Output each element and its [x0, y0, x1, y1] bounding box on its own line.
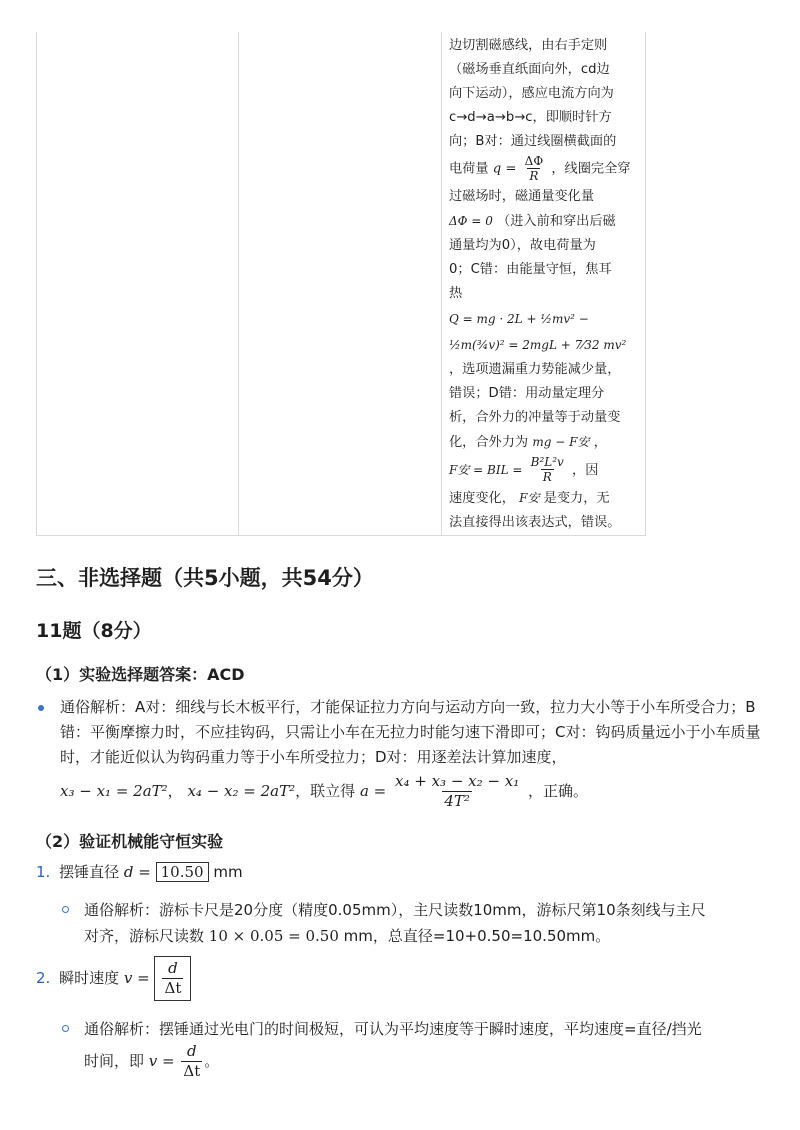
- table-cell-explanation: [449, 34, 637, 535]
- item2-numerator: d: [168, 959, 178, 977]
- charge-denominator: R: [529, 169, 539, 183]
- flux-zero-math: ΔΦ = 0: [449, 213, 493, 228]
- section-title: 三、非选择题（共5小题，共54分）: [36, 566, 374, 590]
- cell-line: 热: [449, 285, 463, 301]
- part1-explanation-text: 通俗解析：A对：细线与长木板平行，才能保证拉力方向与运动方向一致，拉力大小等于小车所受合力；B错：平衡摩擦力时，不应挂钩码，只需让小车在无拉力时能匀速下滑即可；C对：钩码质量远小于小车质量时，才能近似认为钩码重力等于小车所受拉力；D对：用逐差法计算加速度，: [60, 698, 761, 766]
- charge-suffix: ，线圈完全穿: [551, 161, 631, 177]
- charge-fraction: [523, 154, 546, 183]
- ampere-force-line: [449, 455, 637, 486]
- cell-line: 通量均为0），故电荷量为: [449, 237, 596, 253]
- item2-explanation: [62, 1016, 762, 1081]
- ampere-force-fraction: [529, 455, 566, 484]
- cell-line: 向下运动），感应电流方向为: [449, 86, 614, 101]
- variable-force-math: F安: [519, 490, 540, 505]
- part1-explanation-item: [36, 695, 771, 811]
- item1-unit: mm: [213, 863, 243, 881]
- item2-denominator: Δt: [164, 979, 182, 997]
- item2-explanation-fraction: [181, 1042, 202, 1081]
- net-force-math: mg − F安: [532, 434, 590, 449]
- charge-numerator: ΔΦ: [524, 154, 544, 168]
- item2-explanation-prefix: 时间，即: [84, 1052, 145, 1070]
- cell-line: 边切割磁感线，由右手定则: [449, 38, 608, 53]
- part1-end: ，正确。: [528, 782, 589, 800]
- item1-explanation: [62, 897, 762, 949]
- charge-lhs: q =: [492, 161, 517, 177]
- cell-line: （磁场垂直纸面向外，cd边: [449, 62, 610, 77]
- cell-line: 析，合外力的冲量等于动量变: [449, 409, 621, 425]
- part1-accel-numerator: x₄ + x₃ − x₂ − x₁: [395, 772, 520, 790]
- item2-explanation-math: v =: [148, 1052, 175, 1070]
- cell-line: 0；C错：由能量守恒，焦耳: [449, 261, 612, 277]
- item1-explanation-line2: [84, 923, 762, 949]
- item2-explanation-line2: [84, 1042, 762, 1081]
- item2-variable: v =: [123, 969, 150, 987]
- sub-bullet-circle-icon: [62, 1025, 69, 1032]
- joule-formula-line1: Q = mg · 2L + ½mv² −: [449, 311, 589, 326]
- ampere-force-numerator: B²L²v: [530, 455, 564, 469]
- item2-velocity: [36, 956, 191, 1001]
- item2-label: 瞬时速度: [59, 969, 120, 987]
- item1-index: 1.: [36, 863, 51, 881]
- part1-title: （1）实验选择题答案：ACD: [36, 665, 245, 684]
- part1-accel-fraction: [393, 772, 521, 811]
- cell-line: 错误；D错：用动量定理分: [449, 385, 605, 401]
- item2-explanation-denominator: Δt: [183, 1062, 201, 1080]
- item1-explanation-math: 10 × 0.05 = 0.50: [208, 927, 339, 945]
- part1-separator: ，: [167, 782, 183, 800]
- joule-formula-line2: ½m(¾v)² = 2mgL + 7⁄32 mv²: [449, 337, 627, 352]
- item1-explanation-prefix: 对齐，游标尺读数: [84, 927, 205, 945]
- item1-boxed-answer: 10.50: [156, 862, 209, 882]
- ampere-force-denominator: R: [542, 470, 552, 484]
- part1-eq2: x₄ − x₂ = 2aT²: [187, 782, 296, 800]
- item2-boxed-answer: [154, 956, 191, 1001]
- table-column-divider: [441, 32, 442, 535]
- item1-diameter: [36, 861, 243, 882]
- variable-force-prefix: 速度变化，: [449, 490, 515, 506]
- item1-variable: d =: [123, 863, 151, 881]
- question-title: 11题（8分）: [36, 620, 152, 642]
- item2-index: 2.: [36, 969, 51, 987]
- ampere-force-lhs: F安 = BIL =: [449, 462, 523, 477]
- cell-line: 过磁场时，磁通量变化量: [449, 188, 595, 204]
- sub-bullet-circle-icon: [62, 906, 69, 913]
- net-force-prefix: 化，合外力为: [449, 434, 529, 450]
- item1-explanation-suffix: mm，总直径=10+0.50=10.50mm。: [343, 927, 611, 945]
- charge-line: [449, 154, 637, 185]
- part1-eq1: x₃ − x₁ = 2aT²: [60, 782, 168, 800]
- cell-line: c→d→a→b→c，即顺时针方: [449, 110, 612, 125]
- table-column-divider: [238, 32, 239, 535]
- net-force-suffix: ，: [593, 434, 607, 450]
- flux-line: [449, 209, 637, 234]
- item2-explanation-line1: 通俗解析：摆锤通过光电门的时间极短，可认为平均速度等于瞬时速度，平均速度=直径/挡光: [84, 1020, 702, 1038]
- part1-accel-denominator: 4T²: [444, 792, 470, 810]
- cell-line: 向；B对：通过线圈横截面的: [449, 134, 617, 149]
- cell-line: ，选项遗漏重力势能减少量，: [449, 361, 621, 377]
- part1-equation-line: [60, 772, 771, 811]
- part2-title: （2）验证机械能守恒实验: [36, 832, 224, 851]
- ampere-force-suffix: ，因: [572, 462, 599, 478]
- cell-line: 法直接得出该表达式，错误。: [449, 514, 621, 530]
- item1-label: 摆锤直径: [59, 863, 120, 881]
- item2-explanation-end: 。: [204, 1052, 220, 1070]
- item2-explanation-numerator: d: [187, 1042, 197, 1060]
- net-force-line: [449, 430, 637, 455]
- variable-force-line: [449, 486, 637, 511]
- part1-a-lhs: a =: [359, 782, 387, 800]
- charge-prefix: 电荷量: [449, 161, 489, 177]
- bullet-dot-icon: [38, 705, 44, 711]
- variable-force-suffix: 是变力，无: [543, 490, 610, 506]
- item1-explanation-line1: 通俗解析：游标卡尺是20分度（精度0.05mm），主尺读数10mm，游标尺第10条刻线与主尺: [84, 901, 706, 919]
- item2-fraction: [162, 959, 183, 998]
- flux-text: （进入前和穿出后磁: [497, 213, 616, 229]
- part1-join: ，联立得: [295, 782, 356, 800]
